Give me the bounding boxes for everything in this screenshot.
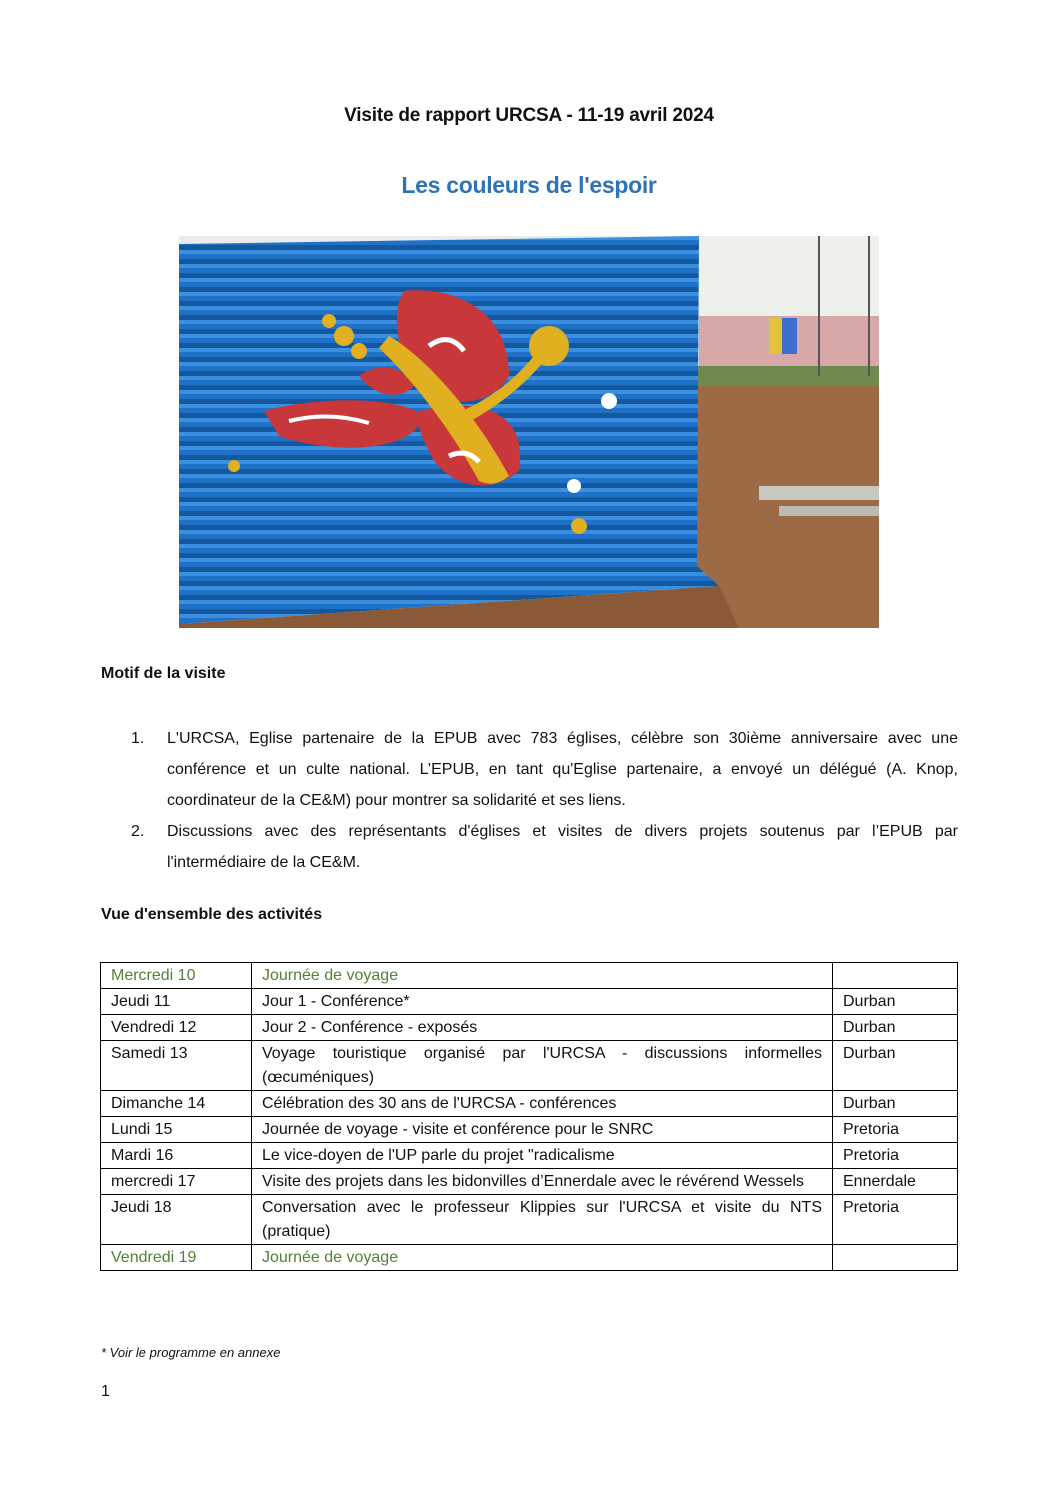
butterfly-mural-photo xyxy=(179,236,879,628)
activity-cell: Voyage touristique organisé par l'URCSA - discussions informelles (œcuméniques) xyxy=(252,1041,833,1091)
table-row xyxy=(101,1041,958,1091)
activity-cell: Célébration des 30 ans de l'URCSA - conférences xyxy=(252,1091,833,1117)
place-cell xyxy=(833,963,958,989)
activity-cell: Visite des projets dans les bidonvilles d’Ennerdale avec le révérend Wessels xyxy=(252,1169,833,1195)
list-item-text: L'URCSA, Eglise partenaire de la EPUB avec 783 églises, célèbre son 30ième anniversaire avec une conférence et un culte national. L’EPUB, en tant qu'Eglise partenaire, a envoyé un délégué (A. Knop, coordinateur de la CE&M) pour montrer sa solidarité et ses liens. xyxy=(167,730,958,809)
place-cell: Durban xyxy=(833,1091,958,1117)
activity-cell: Le vice-doyen de l'UP parle du projet "radicalisme xyxy=(252,1143,833,1169)
day-cell: Jeudi 11 xyxy=(101,989,252,1015)
place-cell: Pretoria xyxy=(833,1143,958,1169)
table-row xyxy=(101,989,958,1015)
table-row xyxy=(101,963,958,989)
place-cell: Pretoria xyxy=(833,1195,958,1245)
day-cell: Mardi 16 xyxy=(101,1143,252,1169)
report-title: Visite de rapport URCSA - 11-19 avril 2024 xyxy=(344,105,714,126)
activities-heading: Vue d'ensemble des activités xyxy=(101,906,323,923)
list-item-number: 2. xyxy=(131,823,145,840)
activity-cell: Journée de voyage xyxy=(252,963,833,989)
day-cell: Samedi 13 xyxy=(101,1041,252,1091)
day-cell: Vendredi 12 xyxy=(101,1015,252,1041)
page-number: 1 xyxy=(101,1383,110,1400)
reasons-list xyxy=(131,723,958,878)
list-item-text: Discussions avec des représentants d'églises et visites de divers projets soutenus par l’EPUB par l'intermédiaire de la CE&M. xyxy=(167,823,958,871)
day-cell: Mercredi 10 xyxy=(101,963,252,989)
place-cell: Durban xyxy=(833,989,958,1015)
activity-cell: Journée de voyage xyxy=(252,1245,833,1271)
activity-cell: Conversation avec le professeur Klippies sur l'URCSA et visite du NTS (pratique) xyxy=(252,1195,833,1245)
place-cell: Durban xyxy=(833,1041,958,1091)
day-cell: mercredi 17 xyxy=(101,1169,252,1195)
list-item xyxy=(131,723,958,816)
table-row xyxy=(101,1169,958,1195)
place-cell: Durban xyxy=(833,1015,958,1041)
report-subtitle: Les couleurs de l'espoir xyxy=(401,172,657,198)
table-row xyxy=(101,1091,958,1117)
table-row xyxy=(101,1015,958,1041)
day-cell: Lundi 15 xyxy=(101,1117,252,1143)
activity-cell: Journée de voyage - visite et conférence pour le SNRC xyxy=(252,1117,833,1143)
day-cell: Dimanche 14 xyxy=(101,1091,252,1117)
place-cell: Pretoria xyxy=(833,1117,958,1143)
day-cell: Jeudi 18 xyxy=(101,1195,252,1245)
list-item-number: 1. xyxy=(131,730,145,747)
footnote: * Voir le programme en annexe xyxy=(101,1345,281,1360)
table-row xyxy=(101,1195,958,1245)
activity-cell: Jour 2 - Conférence - exposés xyxy=(252,1015,833,1041)
table-row xyxy=(101,1245,958,1271)
activity-cell: Jour 1 - Conférence* xyxy=(252,989,833,1015)
table-row xyxy=(101,1143,958,1169)
motif-heading: Motif de la visite xyxy=(101,665,226,682)
day-cell: Vendredi 19 xyxy=(101,1245,252,1271)
place-cell: Ennerdale xyxy=(833,1169,958,1195)
activities-table xyxy=(100,962,958,1271)
list-item xyxy=(131,816,958,878)
place-cell xyxy=(833,1245,958,1271)
table-row xyxy=(101,1117,958,1143)
